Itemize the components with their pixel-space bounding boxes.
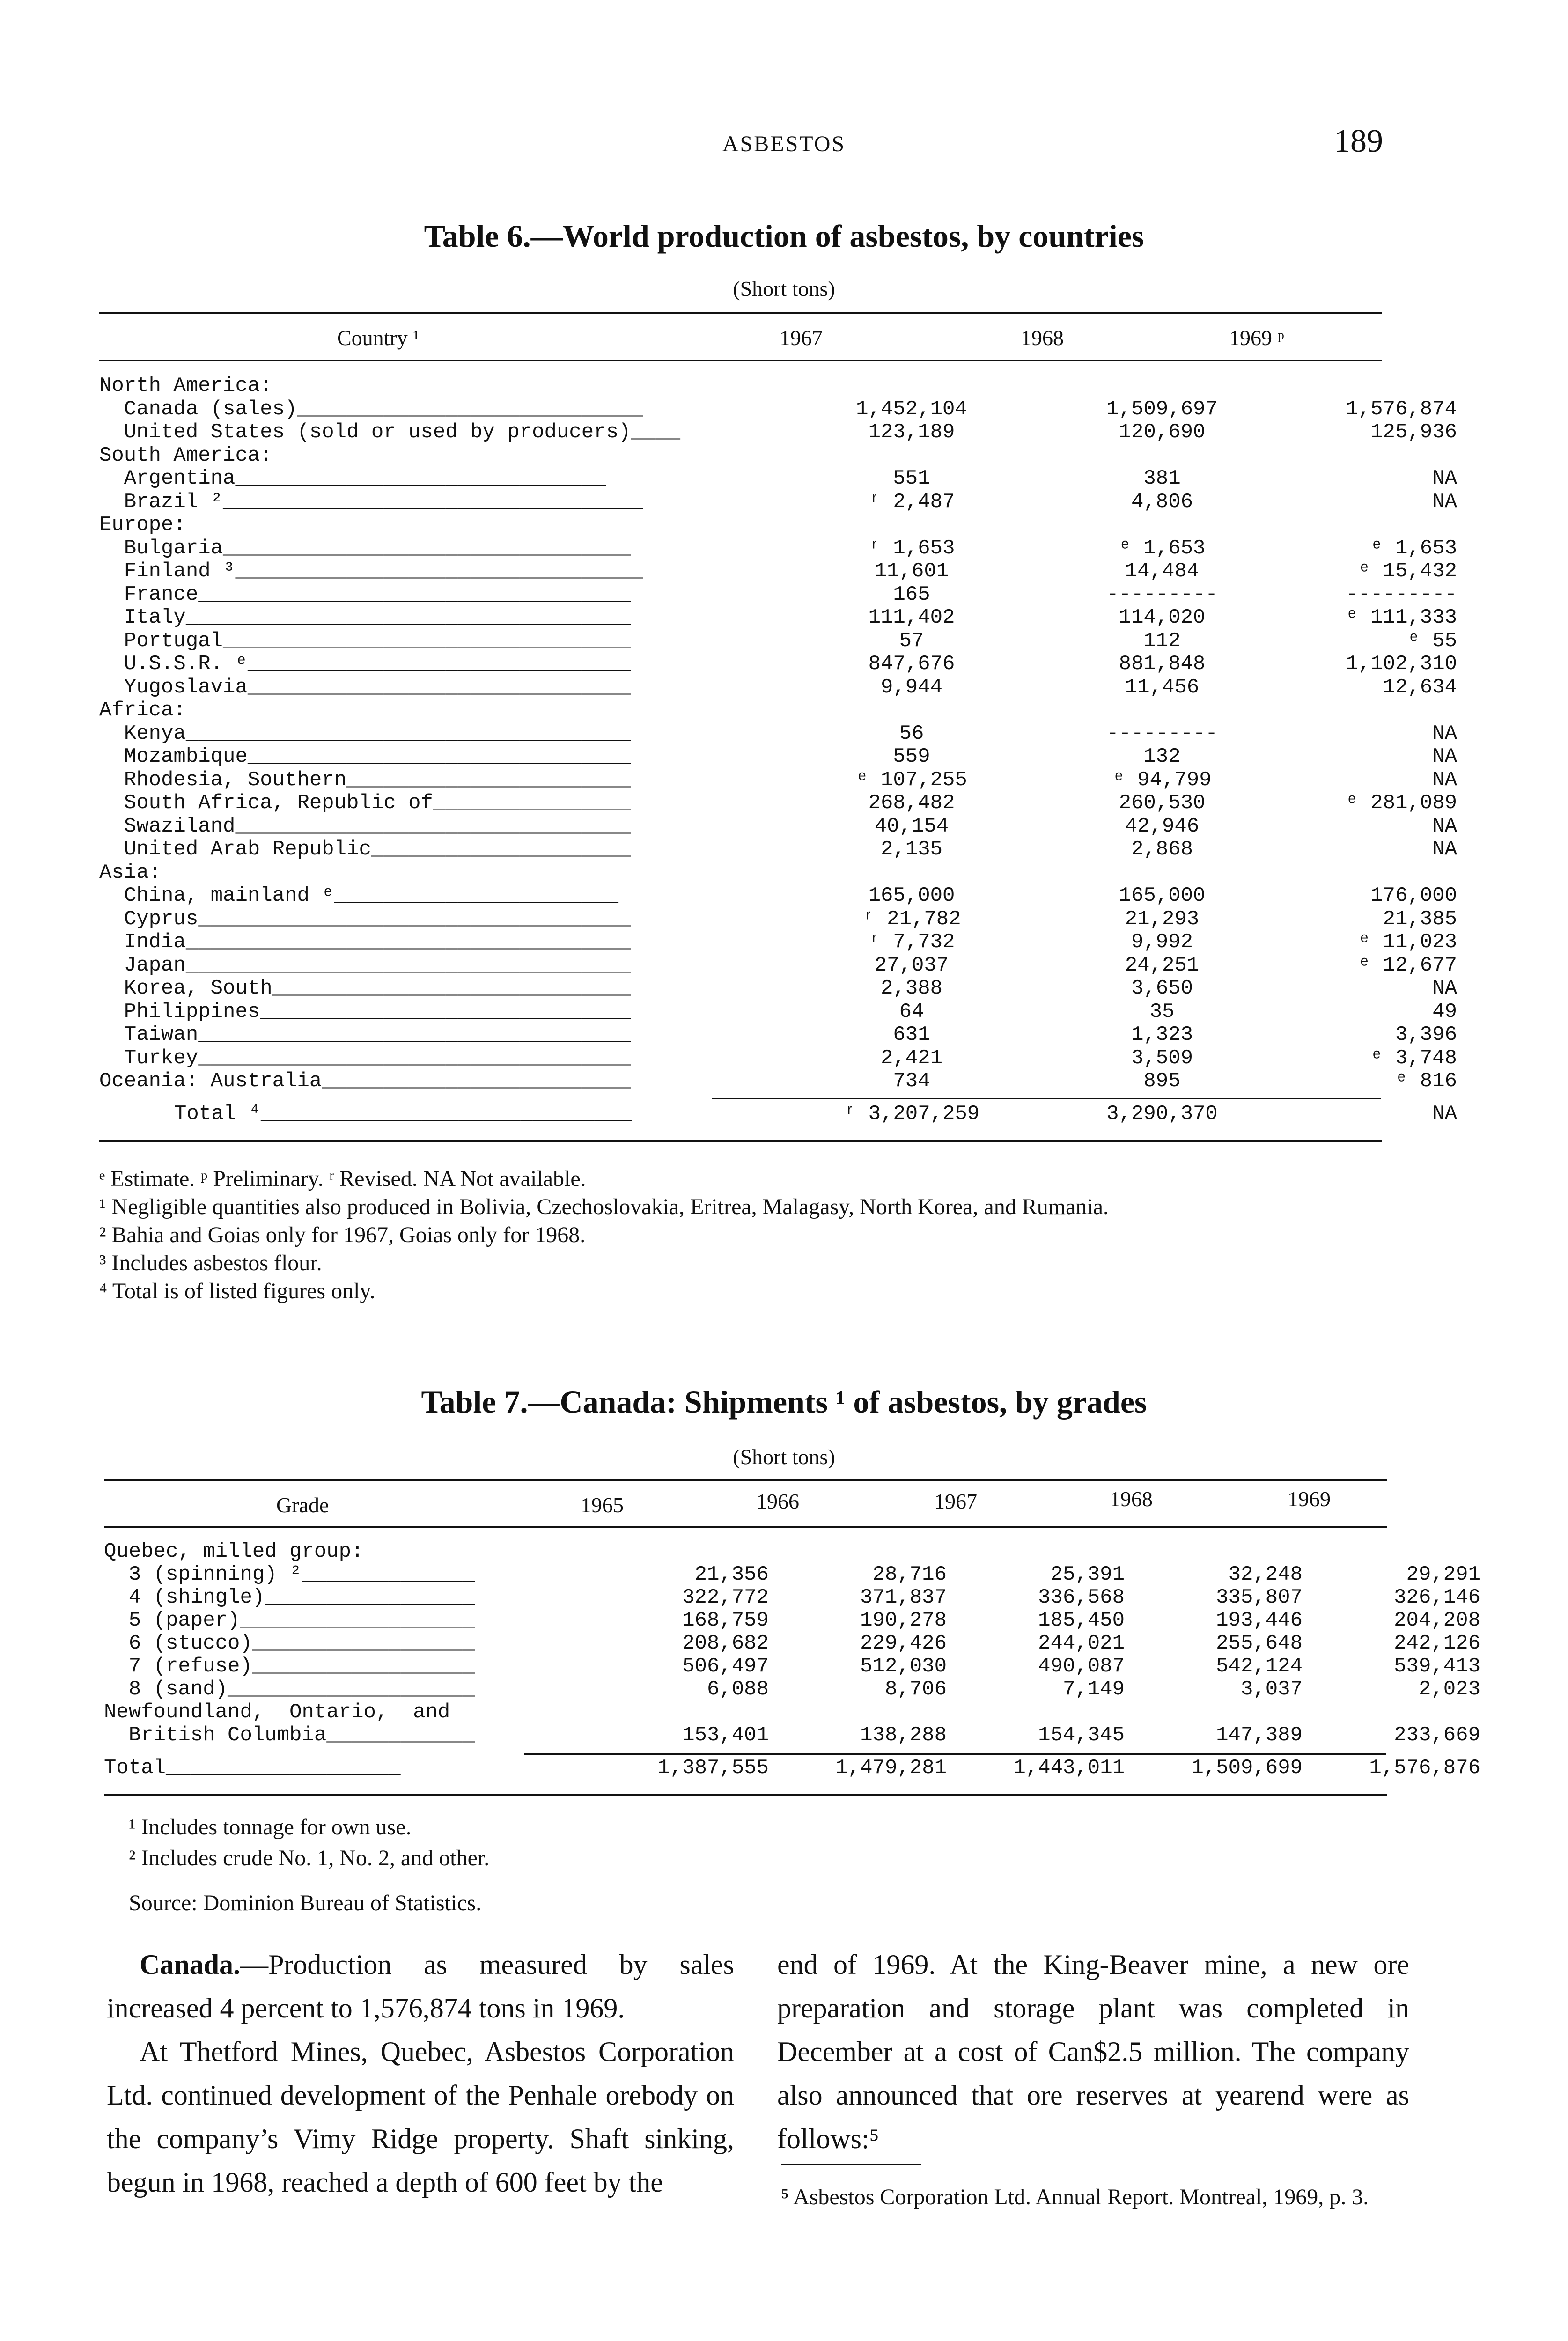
table6-row-label: Portugal_________________________________ bbox=[99, 629, 631, 653]
table6-title: Table 6.—World production of asbestos, by countries bbox=[424, 218, 1144, 254]
table6-row-label: U.S.S.R. ᵉ_______________________________ bbox=[99, 652, 631, 676]
table7-row bbox=[104, 1678, 1480, 1701]
table7-cell-1966: 8,706 bbox=[884, 1678, 947, 1701]
table6-row-label: United States (sold or used by producers)____ bbox=[99, 420, 681, 444]
table7-col-grade: Grade bbox=[276, 1493, 329, 1517]
table6-cell-1968: --------- bbox=[1106, 721, 1218, 745]
table6-cell-1967: 40,154 bbox=[874, 814, 949, 838]
table6-cell-1968: ᵉ 94,799 bbox=[1112, 768, 1212, 792]
table7-cell-1968: 147,389 bbox=[1216, 1723, 1303, 1747]
table7-cell-1965: 6,088 bbox=[707, 1678, 769, 1701]
table7-row-label: 7 (refuse)__________________ bbox=[104, 1655, 475, 1678]
table6-row-label: Swaziland________________________________ bbox=[99, 814, 631, 838]
table6-row-label: Canada (sales)____________________________ bbox=[99, 397, 643, 421]
table6-cell-1968: 2,868 bbox=[1131, 838, 1193, 861]
table6-cell-1969: NA bbox=[1432, 814, 1457, 838]
table7-group-row bbox=[104, 1701, 1387, 1724]
table6-total-1967: ʳ 3,207,259 bbox=[843, 1102, 980, 1126]
table6-cell-1967: 27,037 bbox=[874, 953, 949, 977]
table7-cell-1965: 208,682 bbox=[682, 1632, 769, 1655]
table6-cell-1969: 49 bbox=[1432, 1000, 1457, 1023]
table6-row bbox=[99, 1069, 1457, 1093]
table6-cell-1968: 3,650 bbox=[1131, 977, 1193, 1000]
table6-row-label: Kenya____________________________________ bbox=[99, 721, 631, 745]
table6-unit: (Short tons) bbox=[733, 277, 835, 301]
table7-cell-1966: 371,837 bbox=[860, 1586, 947, 1609]
table6-row bbox=[99, 721, 1457, 746]
table7-cell-1969: 233,669 bbox=[1394, 1723, 1480, 1747]
table7-cell-1969: 539,413 bbox=[1394, 1655, 1480, 1678]
table6-cell-1969: 21,385 bbox=[1383, 907, 1457, 931]
table6-cell-1968: ᵉ 1,653 bbox=[1119, 536, 1206, 560]
table7-body bbox=[104, 1540, 1480, 1747]
table7-total-1966: 1,479,281 bbox=[835, 1756, 947, 1780]
table6-cell-1969: ᵉ 281,089 bbox=[1346, 791, 1457, 815]
table6-total-1968: 3,290,370 bbox=[1106, 1102, 1218, 1126]
table6-cell-1968: 11,456 bbox=[1125, 675, 1200, 699]
table6-col-1967: 1967 bbox=[780, 326, 823, 350]
paragraph: At Thetford Mines, Quebec, Asbestos Corporation Ltd. continued development of the Penhale orebody on the company’s Vimy Ridge property. Shaft sinking, begun in 1968, reached a depth of 600 feet by the bbox=[107, 2036, 734, 2198]
table6-row-label: Mozambique_______________________________ bbox=[99, 745, 631, 768]
table7-row-label: 8 (sand)____________________ bbox=[104, 1678, 475, 1701]
table6-row-label: Yugoslavia_______________________________ bbox=[99, 675, 631, 699]
table6-cell-1967: 2,135 bbox=[880, 838, 943, 861]
table7-cell-1967: 185,450 bbox=[1038, 1609, 1125, 1632]
table6-row bbox=[99, 629, 1457, 653]
table7-cell-1969: 326,146 bbox=[1394, 1586, 1480, 1609]
table6-cell-1969: NA bbox=[1432, 490, 1457, 514]
table6-cell-1967: ᵉ 107,255 bbox=[856, 768, 967, 792]
table6-cell-1969: ᵉ 1,653 bbox=[1370, 536, 1457, 560]
table7-total-1969: 1,576,876 bbox=[1369, 1756, 1480, 1780]
table6-cell-1969: NA bbox=[1432, 838, 1457, 861]
table6-cell-1967: 9,944 bbox=[880, 675, 943, 699]
table6-cell-1968: 120,690 bbox=[1119, 420, 1206, 444]
table6-cell-1969: 176,000 bbox=[1370, 884, 1457, 907]
table7-cell-1967: 490,087 bbox=[1038, 1655, 1125, 1678]
table6-cell-1969: ᵉ 111,333 bbox=[1346, 606, 1457, 629]
table6-cell-1969: 1,102,310 bbox=[1346, 652, 1457, 676]
table6-header-rule bbox=[99, 360, 1382, 361]
table7-bottom-rule bbox=[104, 1794, 1387, 1796]
table6-cell-1968: 165,000 bbox=[1119, 884, 1206, 907]
table7-footnote: ² Includes crude No. 1, No. 2, and other. bbox=[129, 1846, 490, 1870]
table6-footnotes bbox=[99, 1165, 1387, 1305]
table6-top-rule bbox=[99, 312, 1382, 314]
table6-cell-1968: 3,509 bbox=[1131, 1046, 1193, 1070]
table6-row-label: United Arab Republic_____________________ bbox=[99, 838, 631, 861]
running-header: ASBESTOS bbox=[722, 132, 846, 156]
table6-total-label: Total ⁴______________________________ bbox=[174, 1102, 632, 1126]
table6-row-label: Finland ³_________________________________ bbox=[99, 559, 643, 583]
table7-row-label: Quebec, milled group: bbox=[104, 1540, 364, 1563]
table6-row-label: Turkey___________________________________ bbox=[99, 1046, 631, 1070]
table6-cell-1967: 56 bbox=[899, 721, 924, 745]
table7-cell-1967: 244,021 bbox=[1038, 1632, 1125, 1655]
table6-row-label: Oceania: Australia_________________________ bbox=[99, 1069, 631, 1093]
table6-region-row bbox=[99, 444, 1382, 468]
table7-cell-1968: 335,807 bbox=[1216, 1586, 1303, 1609]
table6-cell-1968: 381 bbox=[1143, 467, 1181, 490]
table7-row-label: 5 (paper)___________________ bbox=[104, 1609, 475, 1632]
table6-region-row bbox=[99, 861, 1382, 885]
table6-row bbox=[99, 675, 1457, 699]
table6-row-label: Korea, South_____________________________ bbox=[99, 977, 631, 1000]
table6-row-label: North America: bbox=[99, 374, 272, 398]
paragraph-text: —Production as measured by sales increased 4 percent to 1,576,874 tons in 1969. bbox=[107, 1949, 734, 2024]
table7-cell-1966: 28,716 bbox=[872, 1563, 947, 1586]
table6-col-1968: 1968 bbox=[1021, 326, 1064, 350]
table7-footnote: ¹ Includes tonnage for own use. bbox=[129, 1815, 412, 1840]
table6-cell-1967: 2,388 bbox=[880, 977, 943, 1000]
table7-source: Source: Dominion Bureau of Statistics. bbox=[129, 1891, 482, 1915]
table6-row-label: Asia: bbox=[99, 861, 162, 884]
table6-col-1969: 1969 ᵖ bbox=[1229, 326, 1284, 350]
table6-row bbox=[99, 397, 1457, 421]
table7-cell-1965: 506,497 bbox=[682, 1655, 769, 1678]
table6-cell-1967: 11,601 bbox=[874, 559, 949, 583]
table6-cell-1967: 734 bbox=[893, 1069, 930, 1093]
table7-cell-1968: 542,124 bbox=[1216, 1655, 1303, 1678]
table6-row bbox=[99, 814, 1457, 839]
table6-cell-1968: 895 bbox=[1143, 1069, 1181, 1093]
table6-cell-1968: 4,806 bbox=[1131, 490, 1193, 514]
table7-cell-1967: 154,345 bbox=[1038, 1723, 1125, 1747]
table6-cell-1969: 12,634 bbox=[1383, 675, 1457, 699]
table6-cell-1967: 559 bbox=[893, 745, 930, 768]
table7-row bbox=[104, 1609, 1480, 1632]
table6-cell-1969: 3,396 bbox=[1395, 1023, 1457, 1046]
table7-group-row bbox=[104, 1540, 1387, 1563]
table6-bottom-rule bbox=[99, 1140, 1382, 1142]
table6-row-label: Rhodesia, Southern_______________________ bbox=[99, 768, 631, 792]
table6-row bbox=[99, 582, 1457, 607]
table7-cell-1967: 25,391 bbox=[1050, 1563, 1125, 1586]
table6-row bbox=[99, 884, 1457, 908]
table7-row-label: Newfoundland, Ontario, and bbox=[104, 1701, 450, 1724]
table7-top-rule bbox=[104, 1479, 1387, 1481]
table6-cell-1967: 631 bbox=[893, 1023, 930, 1046]
table6-row-label: Italy____________________________________ bbox=[99, 606, 631, 629]
table6-row-label: Cyprus___________________________________ bbox=[99, 907, 631, 931]
table6-col-country: Country ¹ bbox=[337, 326, 420, 350]
table6-row-label: Argentina______________________________ bbox=[99, 467, 606, 490]
table6-cell-1967: 1,452,104 bbox=[856, 397, 967, 421]
table7-cell-1969: 242,126 bbox=[1394, 1632, 1480, 1655]
table6-cell-1968: 24,251 bbox=[1125, 953, 1200, 977]
table6-row-label: Philippines______________________________ bbox=[99, 1000, 631, 1023]
table6-cell-1968: 1,323 bbox=[1131, 1023, 1193, 1046]
table7-cell-1965: 322,772 bbox=[682, 1586, 769, 1609]
table7-col-1969: 1969 bbox=[1288, 1487, 1331, 1511]
body-footnote: ⁵ Asbestos Corporation Ltd. Annual Report. Montreal, 1969, p. 3. bbox=[781, 2185, 1369, 2209]
table7-cell-1968: 32,248 bbox=[1228, 1563, 1303, 1586]
table6-row bbox=[99, 1000, 1457, 1024]
table7-row-label: 3 (spinning) ²______________ bbox=[104, 1563, 475, 1586]
table6-footnote: ⁴ Total is of listed figures only. bbox=[99, 1279, 375, 1303]
table7-row bbox=[104, 1632, 1480, 1655]
table7-total-1967: 1,443,011 bbox=[1013, 1756, 1125, 1780]
table7-cell-1969: 204,208 bbox=[1394, 1609, 1480, 1632]
body-right-column bbox=[777, 1943, 1409, 2161]
table7-cell-1966: 190,278 bbox=[860, 1609, 947, 1632]
table6-cell-1968: 21,293 bbox=[1125, 907, 1200, 931]
table6-footnote: ᵉ Estimate. ᵖ Preliminary. ʳ Revised. NA Not available. bbox=[99, 1166, 586, 1191]
table7-cell-1965: 153,401 bbox=[682, 1723, 769, 1747]
table6-cell-1967: 551 bbox=[893, 467, 930, 490]
table6-cell-1969: --------- bbox=[1346, 582, 1457, 606]
paragraph: end of 1969. At the King-Beaver mine, a new ore preparation and storage plant was completed in December at a cost of Can$2.5 million. The company also announced that ore reserves at yearend were as follows:⁵ bbox=[777, 1949, 1409, 2154]
table7-row-label: 4 (shingle)_________________ bbox=[104, 1586, 475, 1609]
table7-total-1968: 1,509,699 bbox=[1191, 1756, 1303, 1780]
table6-cell-1969: NA bbox=[1432, 745, 1457, 768]
table6-row bbox=[99, 953, 1457, 978]
table6-cell-1967: 165 bbox=[893, 582, 930, 606]
table7-cell-1969: 29,291 bbox=[1406, 1563, 1480, 1586]
table6-region-row bbox=[99, 375, 1382, 398]
table7-cell-1966: 512,030 bbox=[860, 1655, 947, 1678]
table6-cell-1968: 112 bbox=[1143, 629, 1181, 653]
table6-row bbox=[99, 768, 1457, 792]
table6-row bbox=[99, 559, 1457, 583]
table7-col-1966: 1966 bbox=[756, 1489, 799, 1513]
table6-row bbox=[99, 1046, 1457, 1070]
body-left-column bbox=[107, 1943, 734, 2204]
table6-cell-1967: ʳ 2,487 bbox=[868, 490, 955, 514]
table6-footnote: ³ Includes asbestos flour. bbox=[99, 1251, 322, 1275]
page-number: 189 bbox=[1334, 123, 1383, 159]
table6-row-label: India____________________________________ bbox=[99, 930, 631, 954]
table7-cell-1967: 7,149 bbox=[1062, 1678, 1125, 1701]
table6-cell-1968: 42,946 bbox=[1125, 814, 1200, 838]
table6-cell-1968: 260,530 bbox=[1119, 791, 1206, 815]
table7-total-rule bbox=[524, 1753, 1386, 1755]
table6-cell-1968: 1,509,697 bbox=[1106, 397, 1218, 421]
table6-footnote: ¹ Negligible quantities also produced in Bolivia, Czechoslovakia, Eritrea, Malagasy, North Korea, and Rumania. bbox=[99, 1194, 1109, 1219]
table7-cell-1968: 3,037 bbox=[1240, 1678, 1303, 1701]
table6-cell-1967: ʳ 21,782 bbox=[862, 907, 961, 931]
table6-total-1969: NA bbox=[1432, 1102, 1457, 1126]
table7-total-1965: 1,387,555 bbox=[657, 1756, 769, 1780]
table6-cell-1969: NA bbox=[1432, 467, 1457, 490]
table6-cell-1967: ʳ 1,653 bbox=[868, 536, 955, 560]
paragraph bbox=[107, 1943, 734, 2030]
table6-cell-1967: 111,402 bbox=[868, 606, 955, 629]
table6-cell-1967: 64 bbox=[899, 1000, 924, 1023]
table7-cell-1965: 168,759 bbox=[682, 1609, 769, 1632]
table6-cell-1967: 2,421 bbox=[880, 1046, 943, 1070]
table7-cell-1969: 2,023 bbox=[1418, 1678, 1480, 1701]
table6-cell-1969: ᵉ 816 bbox=[1395, 1069, 1457, 1093]
table6-cell-1969: ᵉ 11,023 bbox=[1358, 930, 1457, 954]
table6-cell-1969: 1,576,874 bbox=[1346, 397, 1457, 421]
table7-cell-1968: 255,648 bbox=[1216, 1632, 1303, 1655]
table7-title: Table 7.—Canada: Shipments ¹ of asbestos, by grades bbox=[421, 1384, 1147, 1420]
table7-total-label: Total___________________ bbox=[104, 1756, 401, 1780]
table6-row bbox=[99, 536, 1457, 560]
table6-footnote: ² Bahia and Goias only for 1967, Goias only for 1968. bbox=[99, 1222, 586, 1247]
footnote-rule bbox=[781, 2164, 921, 2165]
table7-row bbox=[104, 1723, 1480, 1747]
table6-row-label: Africa: bbox=[99, 699, 186, 722]
table6-row-label: Japan____________________________________ bbox=[99, 953, 631, 977]
table6-row bbox=[99, 907, 1457, 931]
table6-cell-1969: ᵉ 3,748 bbox=[1370, 1046, 1457, 1070]
table6-cell-1969: NA bbox=[1432, 721, 1457, 745]
table6-row bbox=[99, 838, 1457, 861]
table6-row-label: South America: bbox=[99, 443, 272, 467]
table6-total-rule bbox=[712, 1098, 1381, 1099]
table6-row bbox=[99, 490, 1457, 514]
table7-row-label: 6 (stucco)__________________ bbox=[104, 1632, 475, 1655]
table7-row bbox=[104, 1655, 1480, 1678]
table6-region-row bbox=[99, 699, 1382, 722]
table7-cell-1966: 229,426 bbox=[860, 1632, 947, 1655]
table6-cell-1969: NA bbox=[1432, 977, 1457, 1000]
table6-cell-1969: ᵉ 15,432 bbox=[1358, 559, 1457, 583]
table6-cell-1967: 123,189 bbox=[868, 420, 955, 444]
table6-cell-1969: NA bbox=[1432, 768, 1457, 792]
table6-body bbox=[99, 374, 1457, 1093]
table7-footnotes bbox=[129, 1812, 1346, 1919]
table6-row bbox=[99, 791, 1457, 815]
table6-row bbox=[99, 420, 1457, 444]
table7-col-1968: 1968 bbox=[1110, 1487, 1153, 1511]
table6-cell-1968: 9,992 bbox=[1131, 930, 1193, 954]
table7-total-row bbox=[104, 1756, 1480, 1780]
table6-row bbox=[99, 977, 1457, 1001]
table6-row-label: China, mainland ᵉ_______________________ bbox=[99, 884, 618, 907]
table7-cell-1967: 336,568 bbox=[1038, 1586, 1125, 1609]
table6-row bbox=[99, 745, 1457, 769]
table7-row bbox=[104, 1563, 1480, 1586]
table6-cell-1967: 847,676 bbox=[868, 652, 955, 676]
table7-row-label: British Columbia____________ bbox=[104, 1723, 475, 1747]
table7-header-rule bbox=[104, 1526, 1387, 1528]
table6-row bbox=[99, 652, 1457, 676]
table6-row bbox=[99, 930, 1457, 954]
table6-cell-1968: --------- bbox=[1106, 582, 1218, 606]
table7-unit: (Short tons) bbox=[733, 1445, 835, 1469]
table6-row-label: Brazil ²__________________________________ bbox=[99, 490, 643, 514]
table6-cell-1969: ᵉ 55 bbox=[1407, 629, 1457, 653]
table6-row-label: Europe: bbox=[99, 513, 186, 537]
table6-cell-1969: 125,936 bbox=[1370, 420, 1457, 444]
table6-cell-1967: 57 bbox=[899, 629, 924, 653]
table6-row bbox=[99, 1023, 1457, 1047]
table6-cell-1967: 268,482 bbox=[868, 791, 955, 815]
table7-cell-1966: 138,288 bbox=[860, 1723, 947, 1747]
table6-cell-1968: 881,848 bbox=[1119, 652, 1206, 676]
table6-region-row bbox=[99, 514, 1382, 537]
table6-total-row bbox=[99, 1102, 1457, 1126]
table6-cell-1969: ᵉ 12,677 bbox=[1358, 953, 1457, 977]
table6-row-label: Bulgaria_________________________________ bbox=[99, 536, 631, 560]
table7-col-1967: 1967 bbox=[934, 1489, 977, 1513]
table7-row bbox=[104, 1586, 1480, 1609]
table7-cell-1968: 193,446 bbox=[1216, 1609, 1303, 1632]
table7-col-1965: 1965 bbox=[581, 1493, 624, 1517]
table7-cell-1965: 21,356 bbox=[694, 1563, 769, 1586]
table6-cell-1968: 14,484 bbox=[1125, 559, 1200, 583]
table6-cell-1967: ʳ 7,732 bbox=[868, 930, 955, 954]
table6-row-label: France___________________________________ bbox=[99, 582, 631, 606]
table6-row-label: Taiwan___________________________________ bbox=[99, 1023, 631, 1046]
table6-row-label: South Africa, Republic of________________ bbox=[99, 791, 631, 815]
table6-cell-1967: 165,000 bbox=[868, 884, 955, 907]
section-heading: Canada. bbox=[140, 1949, 241, 1980]
table6-cell-1968: 35 bbox=[1149, 1000, 1175, 1023]
table6-row bbox=[99, 606, 1457, 630]
table6-cell-1968: 114,020 bbox=[1119, 606, 1206, 629]
table6-row bbox=[99, 467, 1457, 491]
table6-cell-1968: 132 bbox=[1143, 745, 1181, 768]
